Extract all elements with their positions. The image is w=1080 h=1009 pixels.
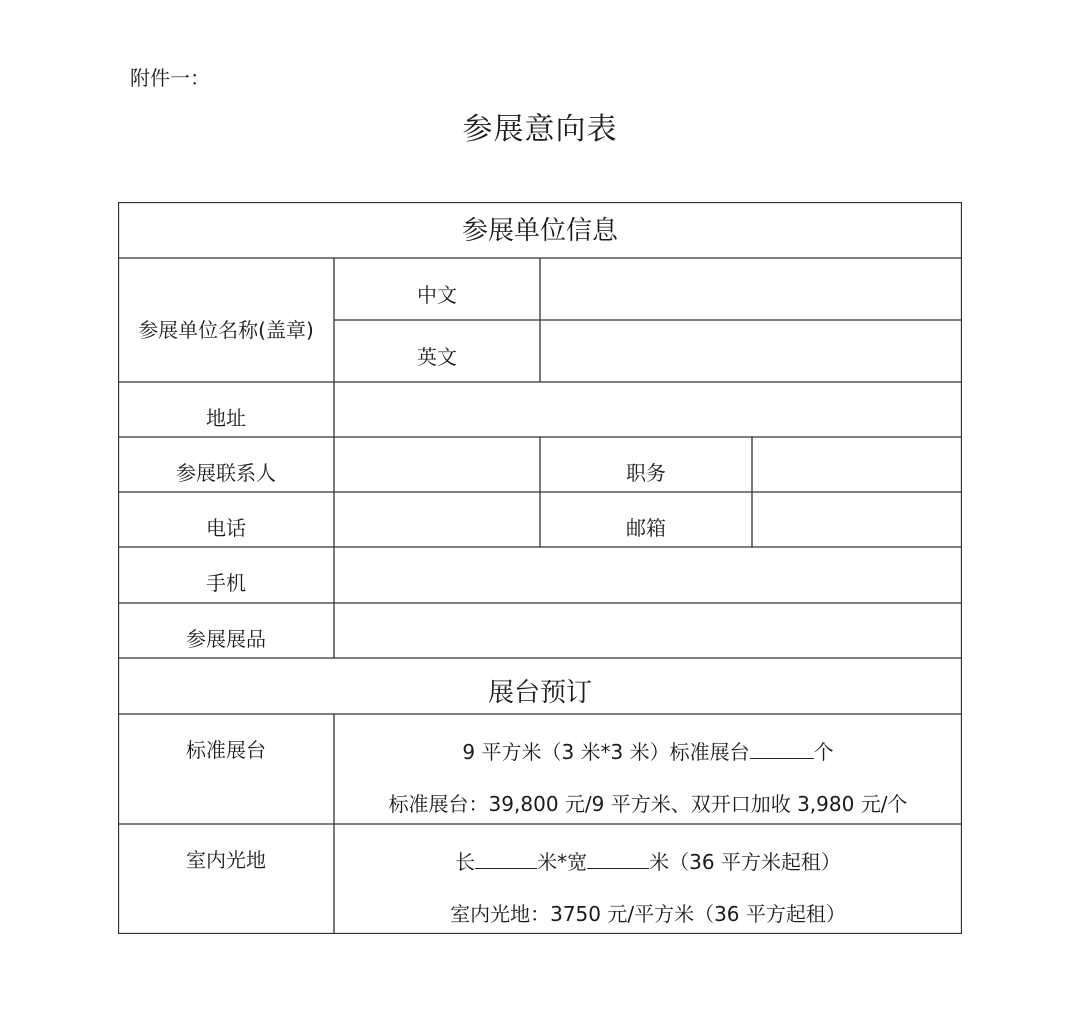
indoor-length-label: 长 (455, 850, 476, 874)
standard-booth-quantity-prefix: 9 平方米（3 米*3 米）标准展台 (462, 740, 750, 764)
indoor-length-blank[interactable] (475, 850, 537, 869)
english-label: 英文 (417, 345, 457, 369)
standard-booth-quantity-suffix: 个 (813, 740, 834, 764)
indoor-space-size-line (334, 850, 962, 872)
indoor-size-suffix: 米（36 平方米起租） (649, 850, 841, 874)
position-label: 职务 (626, 461, 666, 485)
indoor-width-label: 米*宽 (537, 850, 588, 874)
indoor-width-blank[interactable] (587, 850, 649, 869)
exhibition-form-table (118, 202, 962, 934)
exhibits-field[interactable] (334, 603, 962, 658)
company-name-label: 参展单位名称(盖章) (138, 318, 314, 342)
chinese-label: 中文 (417, 283, 457, 307)
standard-booth-quantity-line (334, 740, 962, 762)
section-title-exhibitor-info: 参展单位信息 (461, 216, 618, 246)
standard-booth-label: 标准展台 (186, 738, 266, 762)
contact-person-label: 参展联系人 (176, 461, 276, 485)
indoor-space-price: 室内光地：3750 元/平方米（36 平方起租） (450, 902, 846, 926)
company-name-english-field[interactable] (540, 320, 962, 382)
page-title: 参展意向表 (462, 112, 618, 147)
position-field[interactable] (752, 437, 962, 492)
address-field[interactable] (334, 382, 962, 437)
exhibits-label: 参展展品 (186, 627, 266, 651)
standard-booth-quantity-blank[interactable] (750, 740, 814, 759)
section-title-booth-booking: 展台预订 (487, 678, 592, 708)
indoor-space-label: 室内光地 (186, 848, 266, 872)
company-name-chinese-field[interactable] (540, 258, 962, 320)
standard-booth-price: 标准展台：39,800 元/9 平方米、双开口加收 3,980 元/个 (388, 792, 908, 816)
email-field[interactable] (752, 492, 962, 547)
mobile-label: 手机 (206, 571, 246, 595)
phone-label: 电话 (206, 516, 246, 540)
attachment-label: 附件一： (130, 66, 210, 90)
contact-person-field[interactable] (334, 437, 540, 492)
email-label: 邮箱 (626, 516, 666, 540)
mobile-field[interactable] (334, 547, 962, 603)
address-label: 地址 (206, 406, 246, 430)
phone-field[interactable] (334, 492, 540, 547)
